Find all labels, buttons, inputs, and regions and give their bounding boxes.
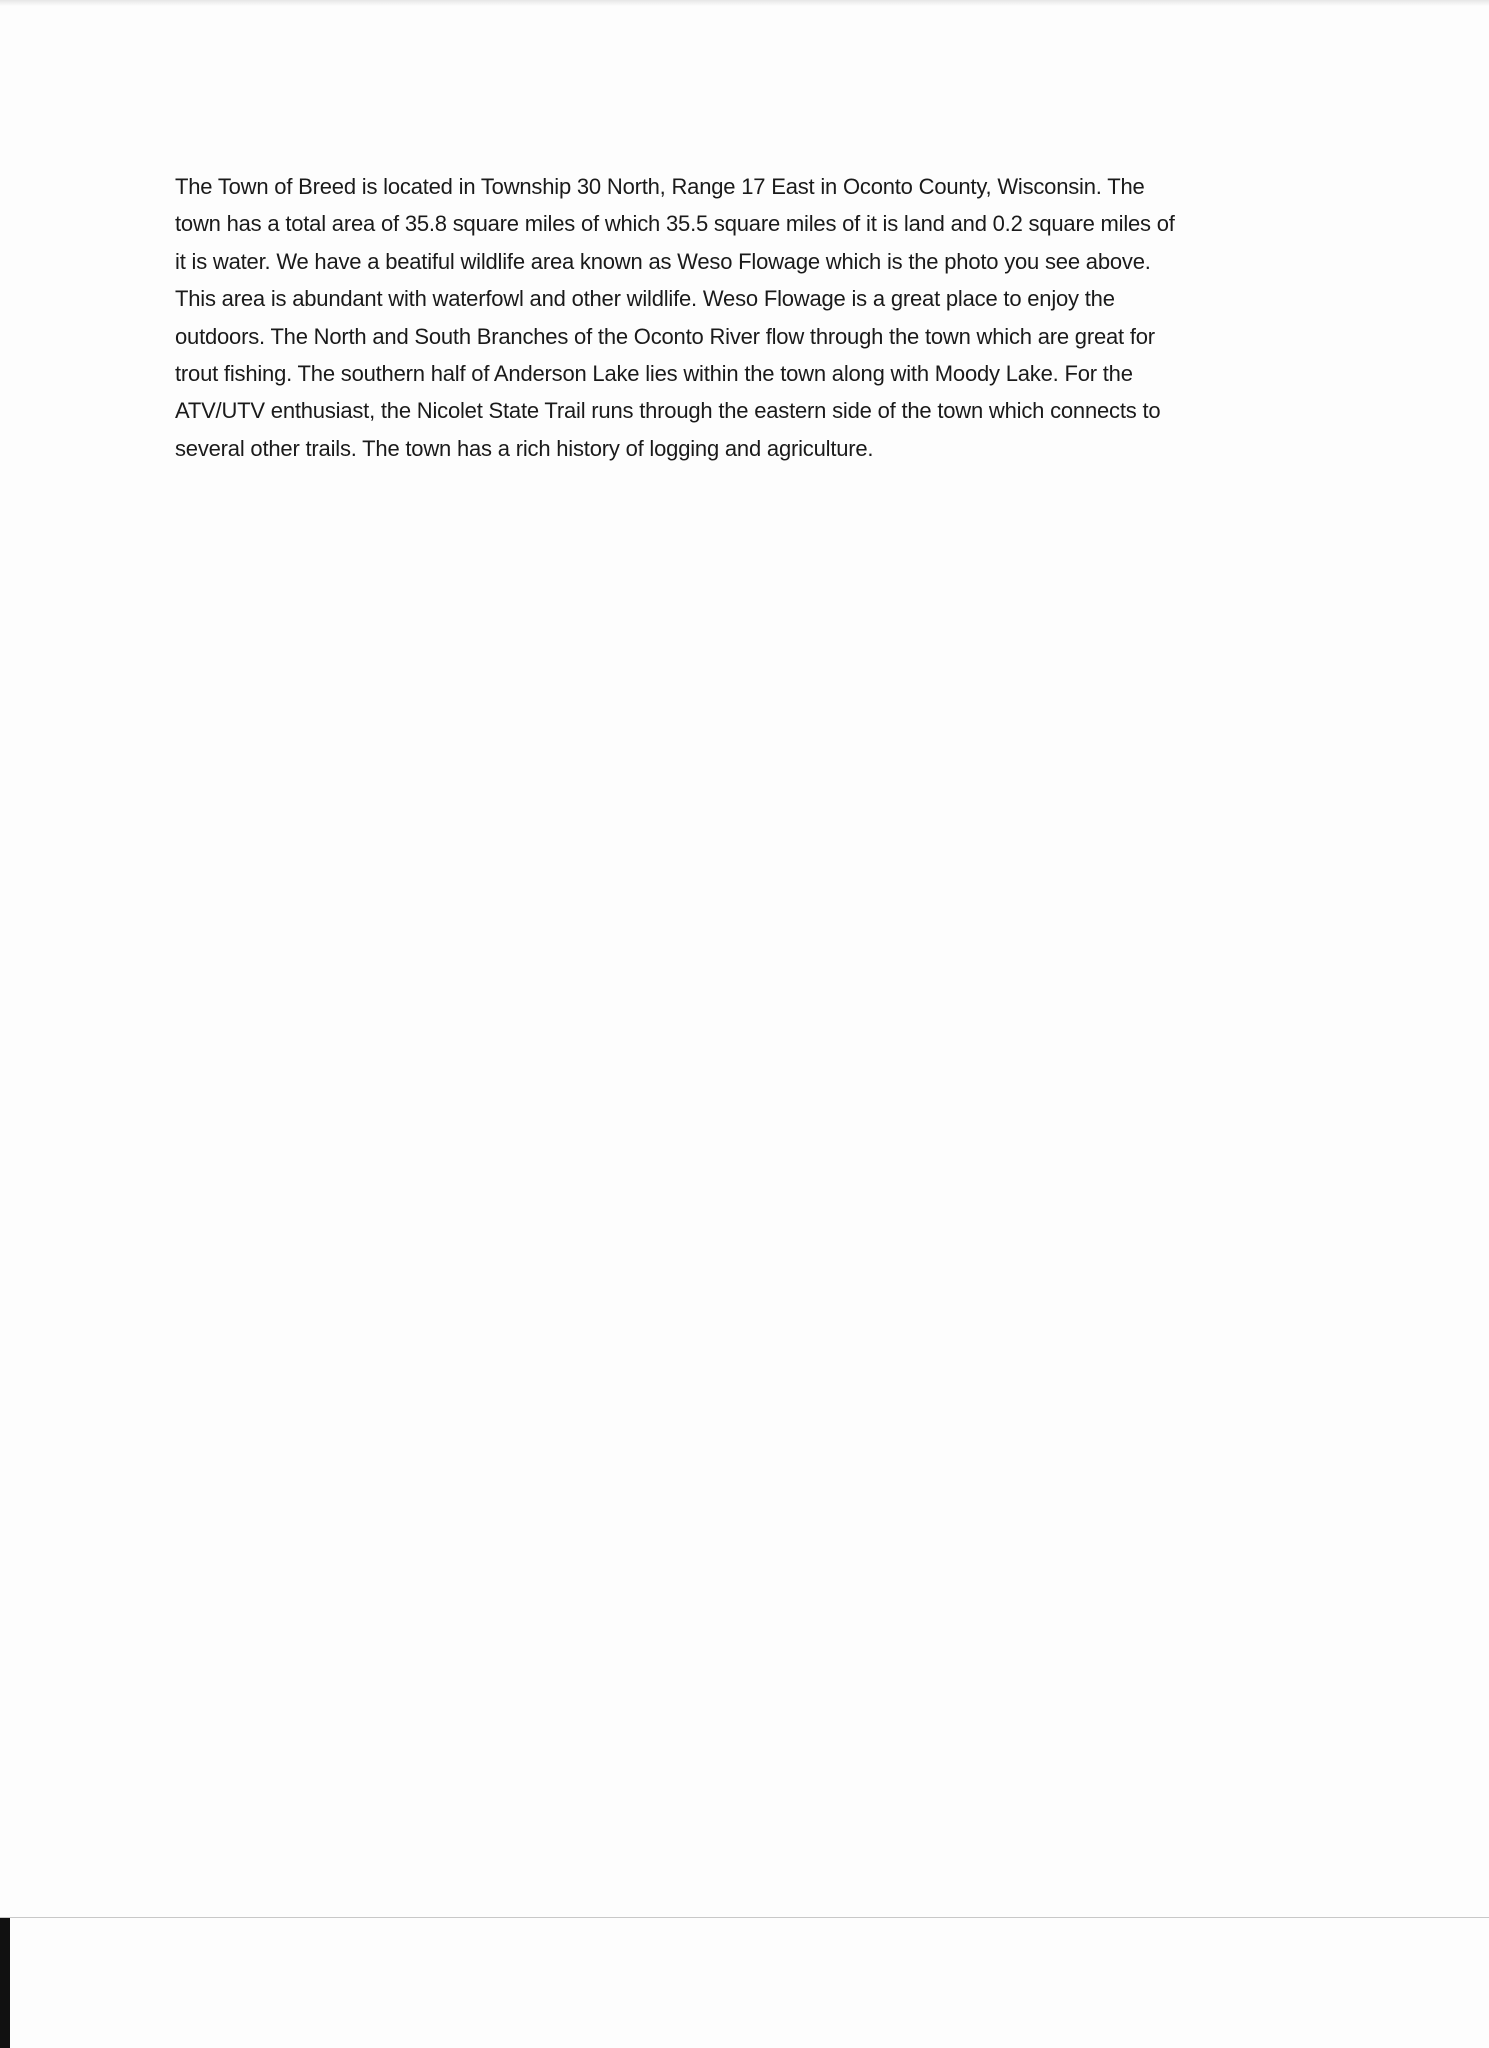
paragraph-line: trout fishing. The southern half of Anderson Lake lies within the town along with Moody Lake. For the (175, 360, 1133, 386)
paragraph-line: The Town of Breed is located in Township 30 North, Range 17 East in Oconto County, Wisconsin. The (175, 174, 1145, 199)
paragraph-line: ATV/UTV enthusiast, the Nicolet State Trail runs through the eastern side of the town which connects to (175, 398, 1161, 424)
scan-dark-edge (0, 1918, 10, 2048)
scan-page-edge-line (0, 1917, 1489, 1918)
paragraph-line: town has a total area of 35.8 square miles of which 35.5 square miles of it is land and 0.2 square miles of (175, 211, 1175, 237)
paragraph-line: This area is abundant with waterfowl and other wildlife. Weso Flowage is a great place to enjoy the (175, 286, 1115, 312)
paragraph-line: it is water. We have a beatiful wildlife area known as Weso Flowage which is the photo you see above. (175, 248, 1151, 274)
description-paragraph (175, 170, 1375, 469)
scan-top-shade (0, 0, 1489, 6)
paragraph-line: several other trails. The town has a rich history of logging and agriculture. (175, 435, 874, 461)
paragraph-line: outdoors. The North and South Branches of the Oconto River flow through the town which are great for (175, 323, 1155, 349)
